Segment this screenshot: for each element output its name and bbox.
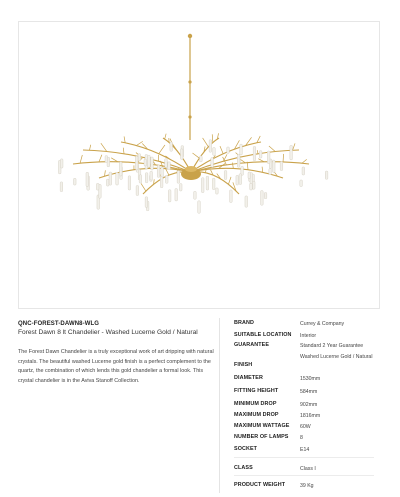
spec-value: 584mm bbox=[300, 389, 318, 395]
spec-value: Class I bbox=[300, 466, 316, 472]
column-divider bbox=[219, 318, 220, 493]
spec-label: GUARANTEE bbox=[234, 342, 270, 348]
spec-label: DIAMETER bbox=[234, 375, 263, 381]
product-name: Forest Dawn 8 lt Chandelier - Washed Lucerne Gold / Natural bbox=[18, 329, 198, 336]
spec-label: FINISH bbox=[234, 362, 253, 368]
spec-label: SUITABLE LOCATION bbox=[234, 332, 292, 338]
spec-value: 60W bbox=[300, 424, 311, 430]
spec-value: 902mm bbox=[300, 402, 318, 408]
spec-label: PRODUCT WEIGHT bbox=[234, 482, 286, 488]
spec-value: 8 bbox=[300, 435, 303, 441]
spec-value: 1530mm bbox=[300, 376, 321, 382]
spec-label: FITTING HEIGHT bbox=[234, 388, 279, 394]
spec-label: MINIMUM DROP bbox=[234, 401, 277, 407]
spec-value: Washed Lucerne Gold / Natural bbox=[300, 354, 373, 360]
product-description: The Forest Dawn Chandelier is a truly exceptional work of art dripping with natural crystals. The beautiful washed Lucerne gold finish is a perfect complement to the quartz, the combination of which lends this gold chandelier a formal look. This crystal chandelier is in the Aviva Stanoff Collection. bbox=[18, 349, 214, 384]
ceiling-canopy bbox=[188, 34, 192, 38]
spec-value: Currey & Company bbox=[300, 321, 345, 327]
spec-value: Interior bbox=[300, 333, 317, 339]
spec-value: 39 Kg bbox=[300, 483, 314, 489]
spec-value: 1816mm bbox=[300, 413, 321, 419]
spec-label: SOCKET bbox=[234, 446, 258, 452]
spec-value: E14 bbox=[300, 447, 310, 453]
spec-divider bbox=[234, 475, 374, 476]
product-sku: QNC-FOREST-DAWN8-WLG bbox=[18, 321, 99, 327]
product-photo-frame bbox=[18, 21, 380, 309]
product-info bbox=[18, 321, 214, 386]
spec-label: BRAND bbox=[234, 320, 254, 326]
spec-divider bbox=[234, 457, 374, 458]
spec-label: MAXIMUM WATTAGE bbox=[234, 423, 290, 429]
spec-value: Standard 2 Year Guarantee bbox=[300, 343, 364, 349]
spec-label: CLASS bbox=[234, 465, 253, 471]
chandelier-image bbox=[19, 22, 381, 310]
spec-label: MAXIMUM DROP bbox=[234, 412, 279, 418]
spec-label: NUMBER OF LAMPS bbox=[234, 434, 289, 440]
